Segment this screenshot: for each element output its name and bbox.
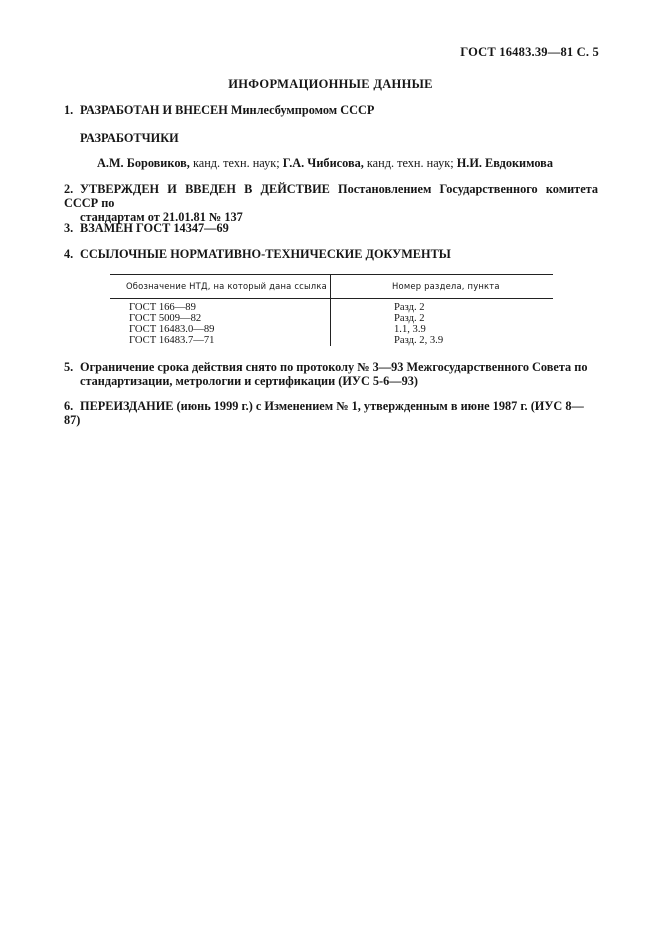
item-text: ВЗАМЕН ГОСТ 14347—69 bbox=[80, 221, 229, 235]
item-text-line1: Ограничение срока действия снято по протоколу № 3—93 Межгосударственного Совета по bbox=[80, 360, 588, 374]
table-cell-section: 1.1, 3.9 bbox=[394, 324, 426, 335]
table-top-rule bbox=[110, 274, 553, 275]
table-row bbox=[110, 302, 553, 313]
item-text: ПЕРЕИЗДАНИЕ (июнь 1999 г.) с Изменением № 1, утвержденным в июне 1987 г. (ИУС 8—87) bbox=[64, 399, 584, 427]
table-row bbox=[110, 313, 553, 324]
table-cell-section: Разд. 2, 3.9 bbox=[394, 335, 444, 346]
table-cell-ntd: ГОСТ 5009—82 bbox=[129, 313, 202, 324]
table-cell-ntd: ГОСТ 16483.0—89 bbox=[129, 324, 215, 335]
table-header-ntd: Обозначение НТД, на который дана ссылка bbox=[126, 281, 327, 291]
table-row bbox=[110, 324, 553, 335]
developer-name: Г.А. Чибисова, bbox=[282, 156, 364, 170]
table-cell-ntd: ГОСТ 166—89 bbox=[129, 302, 196, 313]
item-number: 5. bbox=[64, 360, 74, 374]
item-text-line2: стандартизации, метрологии и сертификации (ИУС 5-6—93) bbox=[80, 374, 418, 388]
item-text: ССЫЛОЧНЫЕ НОРМАТИВНО-ТЕХНИЧЕСКИЕ ДОКУМЕНТЫ bbox=[80, 247, 451, 261]
table-cell-section: Разд. 2 bbox=[394, 313, 425, 324]
item-text: РАЗРАБОТАН И ВНЕСЕН Минлесбумпромом СССР bbox=[80, 103, 375, 117]
item-number: 1. bbox=[64, 103, 74, 117]
item-1 bbox=[64, 103, 598, 117]
table-header-section: Номер раздела, пункта bbox=[392, 281, 500, 291]
item-3 bbox=[64, 221, 598, 235]
developer-degree: канд. техн. наук; bbox=[189, 156, 283, 170]
item-4 bbox=[64, 247, 598, 261]
developer-degree: канд. техн. наук; bbox=[363, 156, 457, 170]
developers-list bbox=[97, 156, 553, 171]
developers-heading: РАЗРАБОТЧИКИ bbox=[80, 131, 179, 145]
item-number: 6. bbox=[64, 399, 74, 413]
item-6 bbox=[64, 399, 598, 427]
table-row bbox=[110, 335, 553, 346]
item-text-line2: стандартам от 21.01.81 № 137 bbox=[80, 210, 243, 224]
developer-name: А.М. Боровиков, bbox=[97, 156, 190, 170]
page-title: ИНФОРМАЦИОННЫЕ ДАННЫЕ bbox=[228, 77, 433, 91]
table-cell-ntd: ГОСТ 16483.7—71 bbox=[129, 335, 215, 346]
item-text-line1: УТВЕРЖДЕН И ВВЕДЕН В ДЕЙСТВИЕ Постановлением Государственного комитета СССР по bbox=[64, 182, 598, 210]
page-header: ГОСТ 16483.39—81 С. 5 bbox=[460, 45, 599, 59]
item-number: 3. bbox=[64, 221, 74, 235]
item-number: 4. bbox=[64, 247, 74, 261]
table-header-rule bbox=[110, 298, 553, 299]
item-2 bbox=[64, 182, 598, 224]
item-number: 2. bbox=[64, 182, 74, 196]
table-cell-section: Разд. 2 bbox=[394, 302, 425, 313]
item-5 bbox=[64, 360, 598, 388]
developer-name: Н.И. Евдокимова bbox=[456, 156, 553, 170]
